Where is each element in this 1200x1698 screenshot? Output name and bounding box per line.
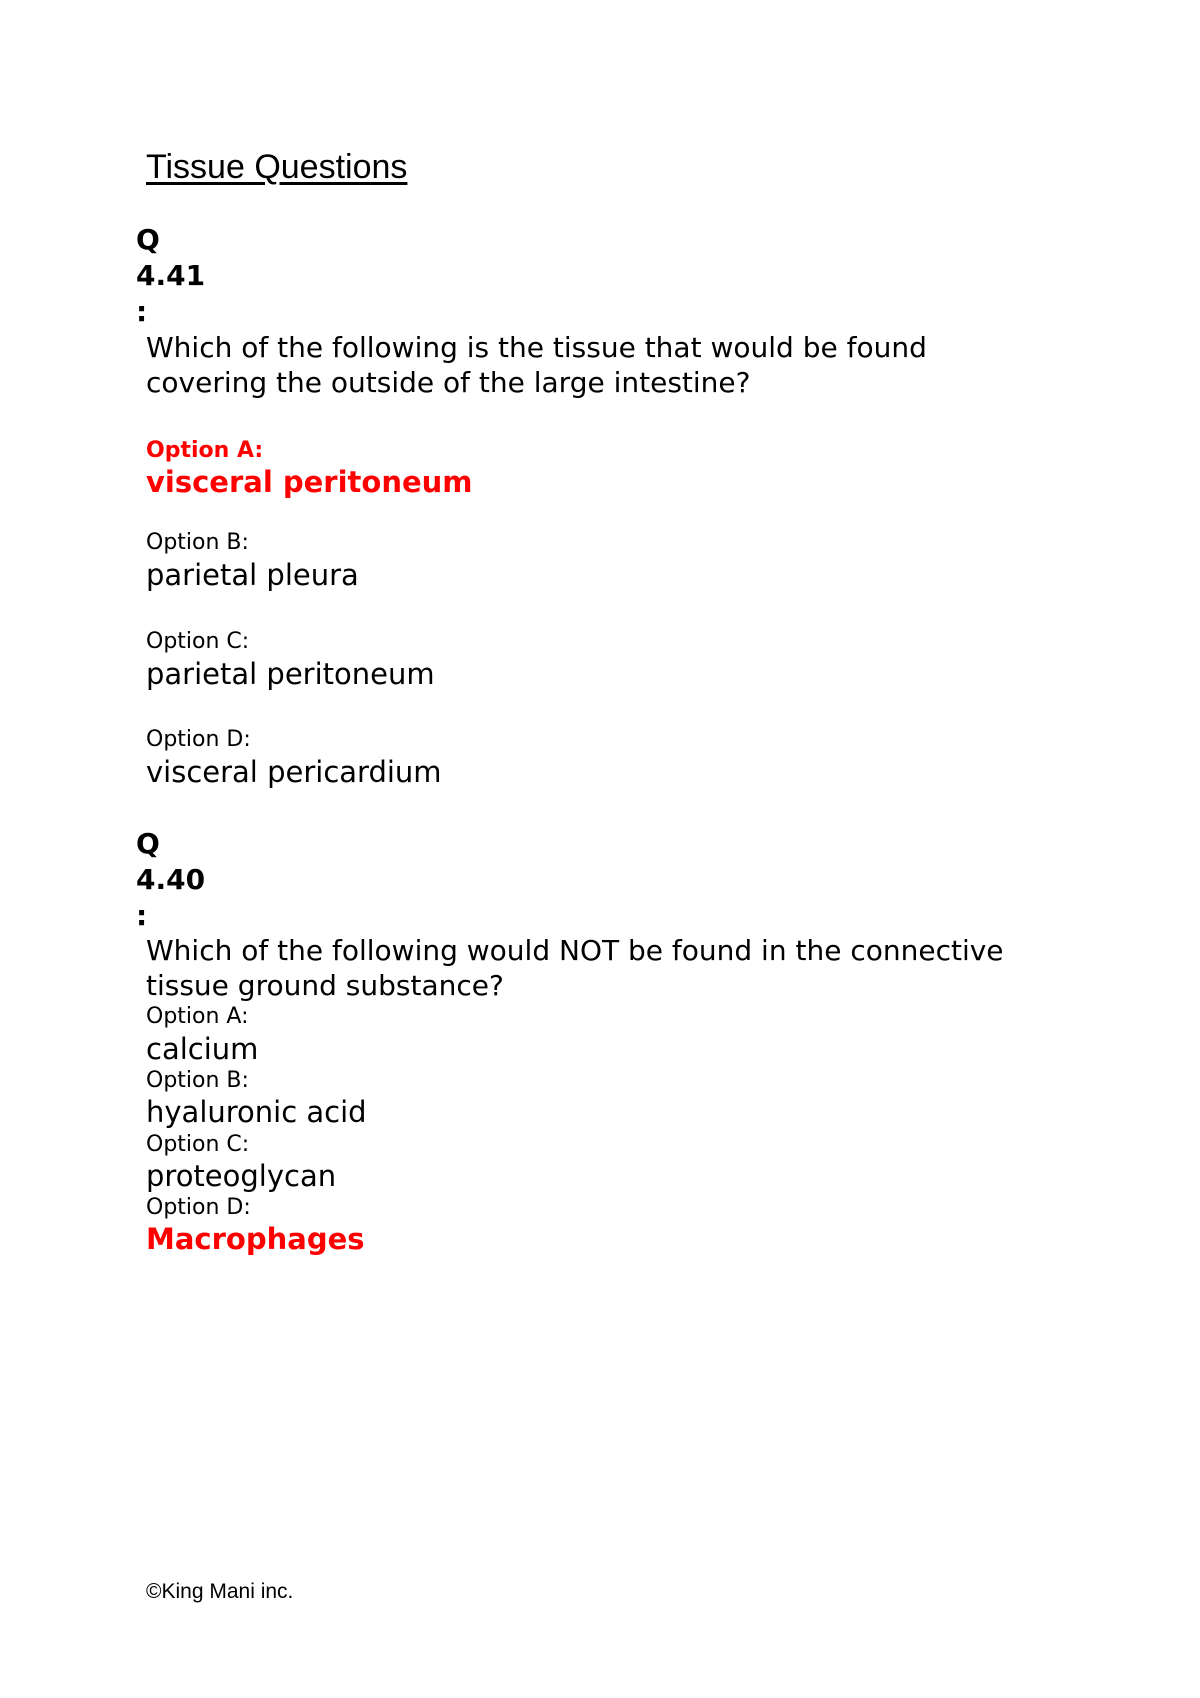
question-2-option-b-value: hyaluronic acid (146, 1095, 367, 1129)
question-2-colon: : (136, 899, 148, 932)
question-2-option-b-label: Option B: (146, 1068, 249, 1093)
question-1-option-d-value: visceral pericardium (146, 755, 442, 789)
question-1-option-c-label: Option C: (146, 629, 250, 654)
question-1-option-b-label: Option B: (146, 530, 249, 555)
question-1-option-a-label: Option A: (146, 438, 264, 463)
question-2-option-d-label: Option D: (146, 1195, 251, 1220)
question-1-q-letter: Q (136, 223, 160, 256)
question-2-option-a-value: calcium (146, 1032, 259, 1066)
footer-copyright: ©King Mani inc. (146, 1580, 294, 1603)
question-2-q-letter: Q (136, 827, 160, 860)
question-2-option-a-label: Option A: (146, 1004, 249, 1029)
question-2-option-d-value: Macrophages (146, 1222, 365, 1256)
question-2-number: 4.40 (136, 863, 206, 896)
page-title: Tissue Questions (146, 148, 408, 186)
question-1-colon: : (136, 295, 148, 328)
question-2-text: Which of the following would NOT be found in the connective tissue ground substance? (146, 934, 1004, 1002)
question-1-option-b-value: parietal pleura (146, 558, 359, 592)
question-1-option-d-label: Option D: (146, 727, 251, 752)
question-1-option-c-value: parietal peritoneum (146, 657, 435, 691)
question-1-number: 4.41 (136, 259, 206, 292)
question-2-option-c-label: Option C: (146, 1132, 250, 1157)
question-2-option-c-value: proteoglycan (146, 1159, 337, 1193)
question-1-option-a-value: visceral peritoneum (146, 465, 473, 499)
question-1-text: Which of the following is the tissue that would be found covering the outside of the large intestine? (146, 331, 927, 399)
